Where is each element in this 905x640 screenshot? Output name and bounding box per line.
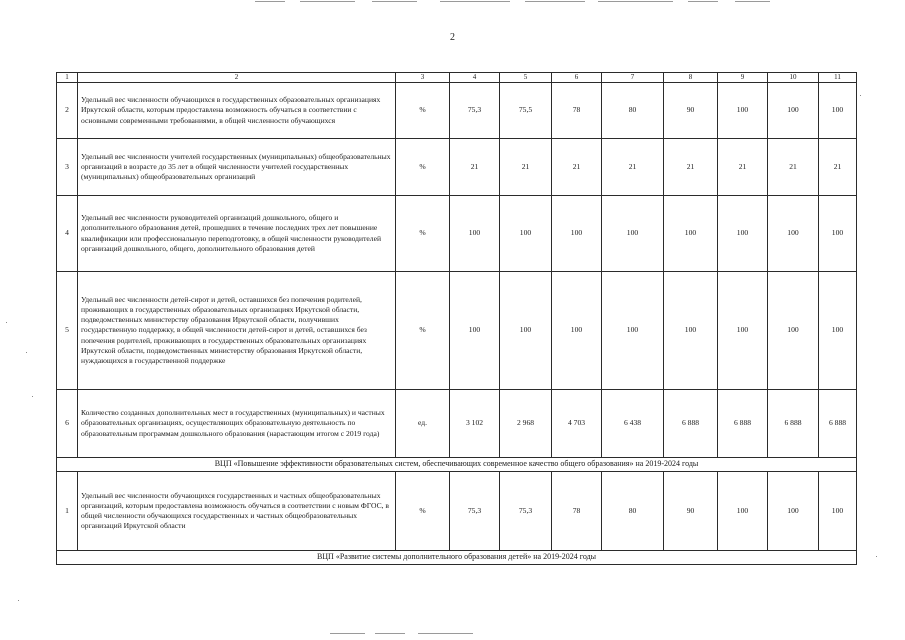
indicator-description: Удельный вес численности учителей государственных (муниципальных) общеобразовательных организаций в возрасте до 35 лет в общей численности учителей государственных (муниципальных) общеобразовательных организаций <box>78 139 396 196</box>
value-cell: 100 <box>500 196 552 272</box>
table-row <box>57 472 857 551</box>
row-number: 1 <box>57 472 78 551</box>
column-number: 10 <box>768 73 819 83</box>
value-cell: 100 <box>602 272 664 390</box>
table-row <box>57 196 857 272</box>
table-row <box>57 272 857 390</box>
value-cell: 21 <box>664 139 718 196</box>
unit-cell: ед. <box>396 390 450 458</box>
unit-cell: % <box>396 272 450 390</box>
row-number: 6 <box>57 390 78 458</box>
indicator-description: Удельный вес численности обучающихся в государственных образовательных организациях Иркутской области, которым предоставлена возможность обучаться в соответствии с основными современными требованиями, в общей численности обучающихся <box>78 83 396 139</box>
value-cell: 100 <box>819 272 857 390</box>
unit-cell: % <box>396 139 450 196</box>
indicator-description: Удельный вес численности детей-сирот и детей, оставшихся без попечения родителей, проживающих в государственных образовательных организациях Иркутской области, подведомственных министерству образования Иркутской области, получивших государственную поддержку, в общей численности детей-сирот и детей, оставшихся без попечения родителей, проживающих в государственных образовательных организациях Иркутской области, подведомственных министерству образования Иркутской области, нуждающихся в государственной поддержке <box>78 272 396 390</box>
column-number: 8 <box>664 73 718 83</box>
column-number: 3 <box>396 73 450 83</box>
value-cell: 100 <box>819 83 857 139</box>
value-cell: 100 <box>602 196 664 272</box>
column-number: 7 <box>602 73 664 83</box>
value-cell: 75,3 <box>500 472 552 551</box>
indicator-description: Удельный вес численности руководителей организаций дошкольного, общего и дополнительного образования детей, прошедших в течение последних трех лет повышение квалификации или профессиональную переподготовку, в общей численности руководителей организаций дошкольного, общего, дополнительного образования детей <box>78 196 396 272</box>
value-cell: 100 <box>552 196 602 272</box>
bottom-scan-marks <box>0 631 905 637</box>
value-cell: 100 <box>768 196 819 272</box>
value-cell: 90 <box>664 472 718 551</box>
value-cell: 100 <box>819 472 857 551</box>
table-row <box>57 139 857 196</box>
page-number: 2 <box>450 32 455 43</box>
value-cell: 100 <box>768 472 819 551</box>
section-heading-row <box>57 458 857 472</box>
value-cell: 100 <box>768 83 819 139</box>
value-cell: 6 888 <box>819 390 857 458</box>
value-cell: 21 <box>450 139 500 196</box>
indicator-description: Удельный вес численности обучающихся государственных и частных общеобразовательных организаций, которым предоставлена возможность обучаться в соответствии с новым ФГОС, в общей численности обучающихся государственных и частных общеобразовательных организаций Иркутской области <box>78 472 396 551</box>
value-cell: 100 <box>664 272 718 390</box>
value-cell: 100 <box>718 472 768 551</box>
unit-cell: % <box>396 83 450 139</box>
value-cell: 100 <box>450 272 500 390</box>
value-cell: 80 <box>602 83 664 139</box>
value-cell: 90 <box>664 83 718 139</box>
value-cell: 75,3 <box>450 83 500 139</box>
table-row <box>57 390 857 458</box>
value-cell: 75,3 <box>450 472 500 551</box>
value-cell: 21 <box>718 139 768 196</box>
column-number-row <box>57 73 857 83</box>
column-number: 6 <box>552 73 602 83</box>
indicator-description: Количество созданных дополнительных мест в государственных (муниципальных) и частных образовательных организациях, осуществляющих образовательную деятельность по образовательным программам дошкольного образования (нарастающим итогом с 2019 года) <box>78 390 396 458</box>
row-number: 5 <box>57 272 78 390</box>
value-cell: 100 <box>500 272 552 390</box>
value-cell: 6 888 <box>664 390 718 458</box>
value-cell: 100 <box>664 196 718 272</box>
unit-cell: % <box>396 472 450 551</box>
value-cell: 100 <box>552 272 602 390</box>
value-cell: 100 <box>718 196 768 272</box>
value-cell: 100 <box>768 272 819 390</box>
value-cell: 100 <box>718 83 768 139</box>
indicator-table-sheet <box>56 72 857 565</box>
section-heading-row <box>57 551 857 565</box>
value-cell: 6 438 <box>602 390 664 458</box>
value-cell: 2 968 <box>500 390 552 458</box>
row-number: 2 <box>57 83 78 139</box>
value-cell: 21 <box>819 139 857 196</box>
column-number: 5 <box>500 73 552 83</box>
section-heading: ВЦП «Повышение эффективности образовательных систем, обеспечивающих современное качество общего образования» на 2019-2024 годы <box>57 458 857 472</box>
value-cell: 21 <box>500 139 552 196</box>
unit-cell: % <box>396 196 450 272</box>
value-cell: 4 703 <box>552 390 602 458</box>
indicator-table <box>56 72 857 565</box>
column-number: 1 <box>57 73 78 83</box>
table-row <box>57 83 857 139</box>
value-cell: 80 <box>602 472 664 551</box>
value-cell: 6 888 <box>768 390 819 458</box>
value-cell: 78 <box>552 472 602 551</box>
value-cell: 100 <box>718 272 768 390</box>
column-number: 11 <box>819 73 857 83</box>
value-cell: 21 <box>768 139 819 196</box>
column-number: 9 <box>718 73 768 83</box>
value-cell: 3 102 <box>450 390 500 458</box>
value-cell: 21 <box>602 139 664 196</box>
section-heading: ВЦП «Развитие системы дополнительного образования детей» на 2019-2024 годы <box>57 551 857 565</box>
value-cell: 75,5 <box>500 83 552 139</box>
value-cell: 100 <box>450 196 500 272</box>
value-cell: 78 <box>552 83 602 139</box>
value-cell: 100 <box>819 196 857 272</box>
row-number: 4 <box>57 196 78 272</box>
top-scan-marks <box>0 0 905 6</box>
value-cell: 6 888 <box>718 390 768 458</box>
column-number: 2 <box>78 73 396 83</box>
value-cell: 21 <box>552 139 602 196</box>
row-number: 3 <box>57 139 78 196</box>
column-number: 4 <box>450 73 500 83</box>
